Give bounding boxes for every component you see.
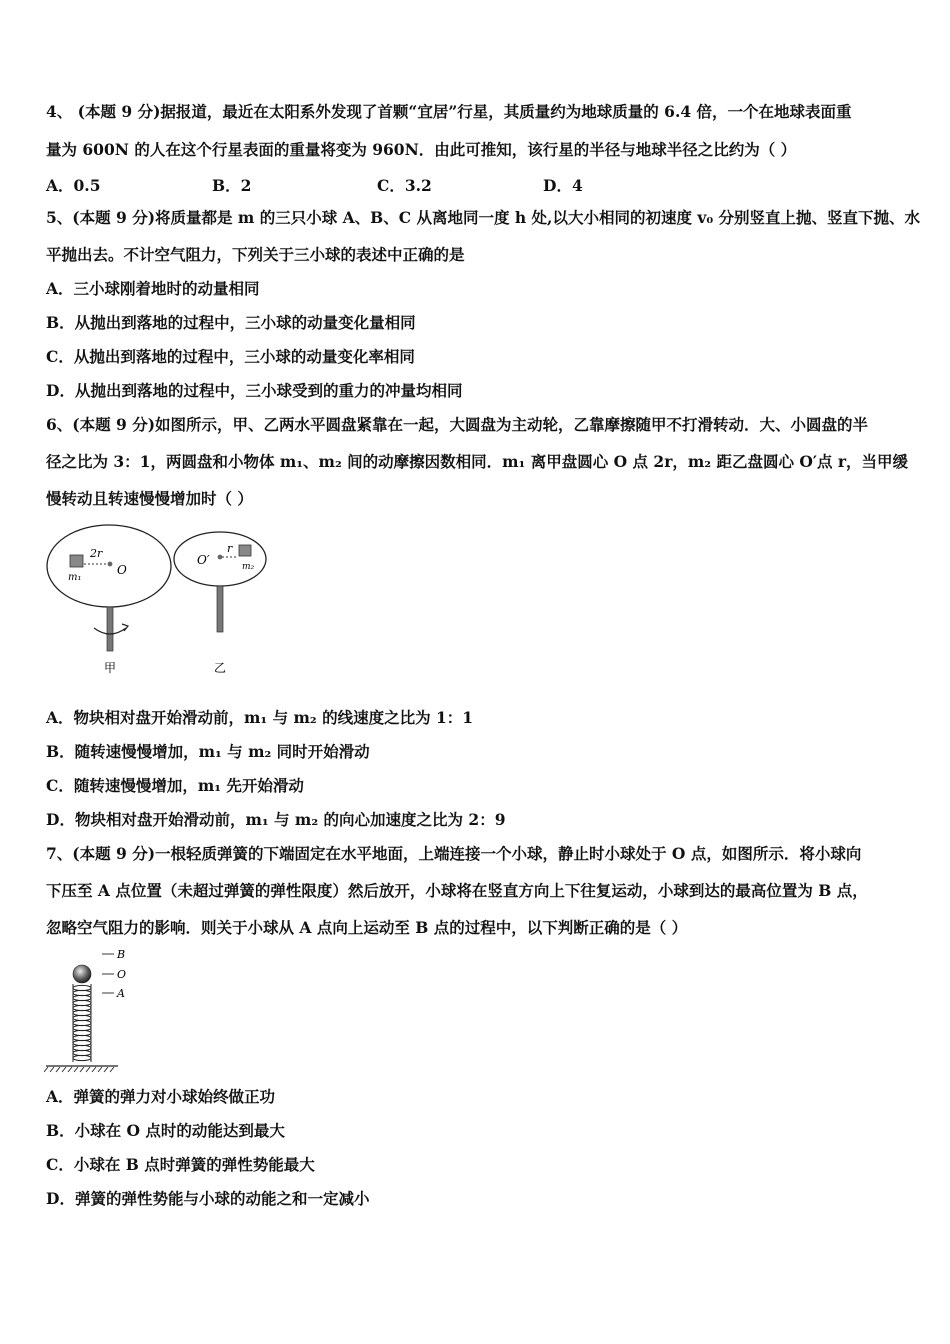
q7-option-c[interactable]: C．小球在 B 点时弹簧的弹性势能最大 [46, 1155, 315, 1174]
label-r: r [227, 542, 233, 555]
q6-option-d[interactable]: D．物块相对盘开始滑动前，m₁ 与 m₂ 的向心加速度之比为 2：9 [46, 810, 506, 829]
q6-option-a[interactable]: A．物块相对盘开始滑动前，m₁ 与 m₂ 的线速度之比为 1：1 [46, 708, 474, 727]
label-b: B [117, 948, 126, 961]
q5-option-d[interactable]: D．从抛出到落地的过程中，三小球受到的重力的冲量均相同 [46, 381, 463, 400]
q5-option-c[interactable]: C．从抛出到落地的过程中，三小球的动量变化率相同 [46, 347, 415, 366]
label-m2: m₂ [242, 562, 255, 572]
q6-option-c[interactable]: C．随转速慢慢增加，m₁ 先开始滑动 [46, 776, 304, 795]
q7-option-d[interactable]: D．弹簧的弹性势能与小球的动能之和一定减小 [46, 1189, 370, 1208]
q4-option-c[interactable]: C．3.2 [377, 176, 432, 195]
label-2r: 2r [90, 547, 103, 560]
shaft-yi [217, 586, 223, 632]
q7-stem-line1: 7、(本题 9 分)一根轻质弹簧的下端固定在水平地面，上端连接一个小球，静止时小球处于 O 点，如图所示．将小球向 [46, 844, 862, 863]
spring [73, 984, 91, 1062]
center-oprime [218, 555, 223, 560]
q5-stem-line1: 5、(本题 9 分)将质量都是 m 的三只小球 A、B、C 从离地同一度 h 处,以大小相同的初速度 v₀ 分别竖直上抛、竖直下抛、水 [46, 208, 921, 227]
label-o-spring: O [117, 968, 127, 981]
q7-spring-figure [44, 946, 144, 1074]
q4-stem-line2: 量为 600N 的人在这个行星表面的重量将变为 960N．由此可推知，该行星的半径与地球半径之比约为（ ） [46, 140, 797, 159]
label-o: O [117, 563, 127, 577]
q4-option-b[interactable]: B．2 [212, 176, 252, 195]
ball [73, 965, 91, 983]
q6-stem-line3: 慢转动且转速慢慢增加时（ ） [46, 489, 253, 508]
label-yi: 乙 [214, 661, 227, 675]
label-m1: m₁ [68, 572, 82, 583]
q6-disk-figure [44, 522, 274, 680]
q4-stem-line1: 4、 (本题 9 分)据报道，最近在太阳系外发现了首颗“宜居”行星，其质量约为地球质量的 6.4 倍，一个在地球表面重 [46, 102, 852, 121]
q7-stem-line2: 下压至 A 点位置（未超过弹簧的弹性限度）然后放开，小球将在竖直方向上下往复运动，小球到达的最高位置为 B 点， [46, 881, 868, 900]
label-oprime: O′ [197, 553, 210, 567]
q7-option-b[interactable]: B．小球在 O 点时的动能达到最大 [46, 1121, 285, 1140]
q5-stem-line2: 平抛出去。不计空气阻力，下列关于三小球的表述中正确的是 [46, 245, 465, 264]
q4-option-a[interactable]: A．0.5 [46, 176, 101, 195]
q4-option-d[interactable]: D．4 [543, 176, 583, 195]
block-m2 [239, 545, 251, 556]
label-jia: 甲 [104, 661, 117, 675]
q6-option-b[interactable]: B．随转速慢慢增加，m₁ 与 m₂ 同时开始滑动 [46, 742, 370, 761]
q5-option-b[interactable]: B．从抛出到落地的过程中，三小球的动量变化量相同 [46, 313, 416, 332]
q6-stem-line2: 径之比为 3：1，两圆盘和小物体 m₁、m₂ 间的动摩擦因数相同．m₁ 离甲盘圆心 O 点 2r，m₂ 距乙盘圆心 O′点 r，当甲缓 [46, 452, 909, 471]
q7-option-a[interactable]: A．弹簧的弹力对小球始终做正功 [46, 1087, 276, 1106]
q5-option-a[interactable]: A．三小球刚着地时的动量相同 [46, 279, 260, 298]
center-o [108, 562, 113, 567]
q6-stem-line1: 6、(本题 9 分)如图所示，甲、乙两水平圆盘紧靠在一起，大圆盘为主动轮，乙靠摩擦随甲不打滑转动．大、小圆盘的半 [46, 415, 869, 434]
shaft-jia [107, 607, 113, 651]
q7-stem-line3: 忽略空气阻力的影响．则关于小球从 A 点向上运动至 B 点的过程中，以下判断正确的是（ ） [46, 918, 688, 937]
block-m1 [70, 555, 83, 567]
label-a: A [117, 987, 125, 1000]
